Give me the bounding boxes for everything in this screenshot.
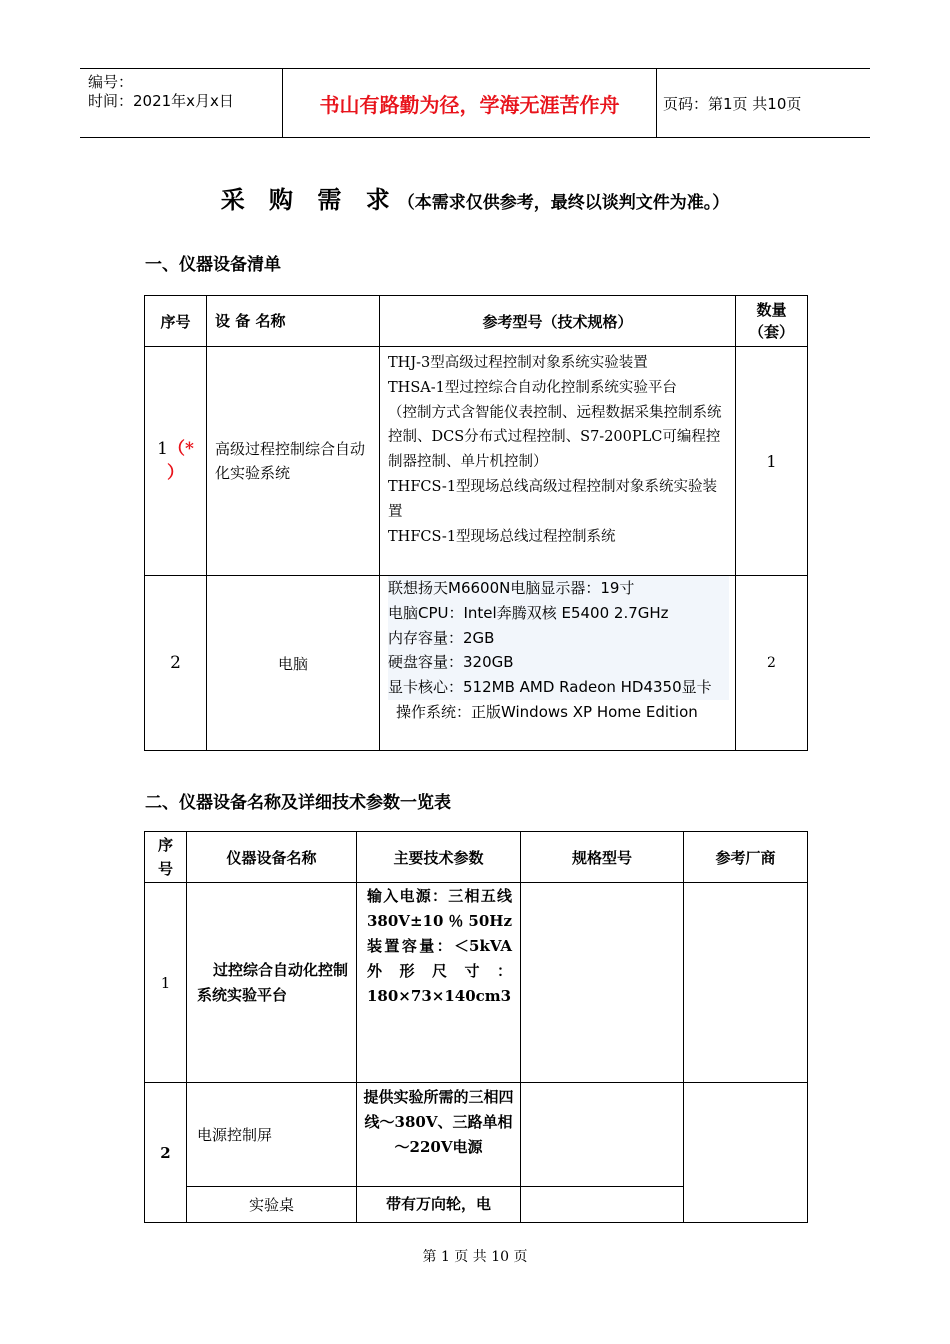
row1-spec bbox=[380, 347, 736, 576]
row2-spec bbox=[380, 576, 736, 751]
header-name: 设 备 名称 bbox=[207, 296, 380, 347]
header-qty-line1: 数量 bbox=[756, 301, 787, 319]
row2-name: 电脑 bbox=[207, 576, 380, 751]
section1-heading: 一、仪器设备清单 bbox=[145, 255, 281, 275]
row3-params: 带有万向轮，电 bbox=[357, 1187, 521, 1223]
row1-name: 过控综合自动化控制系统实验平台 bbox=[187, 883, 357, 1083]
table-header-row bbox=[145, 832, 808, 883]
spec-shaded-block bbox=[388, 576, 729, 700]
equipment-list-table bbox=[144, 295, 808, 751]
document-header bbox=[80, 68, 870, 138]
header-meta bbox=[80, 69, 282, 137]
spec-line: 硬盘容量：320GB bbox=[388, 653, 514, 672]
page-title bbox=[0, 180, 950, 215]
header-name: 仪器设备名称 bbox=[187, 832, 357, 883]
page-footer: 第 1 页 共 10 页 bbox=[422, 1249, 528, 1265]
spec-line: THJ-3型高级过程控制对象系统实验装置 bbox=[388, 355, 648, 371]
header-seq: 序号 bbox=[145, 296, 207, 347]
technical-parameters-table bbox=[144, 831, 808, 1223]
table-row bbox=[145, 576, 808, 751]
spec-line: 内存容量：2GB bbox=[388, 628, 495, 647]
spec-line: THFCS-1型现场总线高级过程控制对象系统实验装置 bbox=[388, 478, 718, 520]
row1-params: 输入电源：三相五线 380V±10％50Hz 装置容量：＜5kVA 外形尺寸：180×73×140cm3 bbox=[357, 883, 521, 1083]
spec-os-line: 操作系统：正版Windows XP Home Edition bbox=[396, 702, 698, 721]
row2-name: 电源控制屏 bbox=[187, 1083, 357, 1187]
title-note: （本需求仅供参考，最终以谈判文件为准。） bbox=[397, 193, 730, 213]
table-row bbox=[145, 1083, 808, 1187]
spec-line: 显卡核心：512MB AMD Radeon HD4350显卡 bbox=[388, 678, 712, 697]
row1-required-mark: （* bbox=[167, 439, 194, 459]
spec-line: 联想扬天M6600N电脑显示器：19寸 bbox=[388, 579, 635, 597]
row3-name: 实验桌 bbox=[187, 1187, 357, 1223]
header-qty-line2: （套） bbox=[748, 323, 794, 341]
row3-model bbox=[521, 1187, 684, 1223]
row1-seq: 1 bbox=[145, 883, 187, 1083]
spec-line: THSA-1型过控综合自动化控制系统实验平台 bbox=[388, 379, 677, 396]
section2-heading: 二、仪器设备名称及详细技术参数一览表 bbox=[145, 793, 451, 813]
row1-seq-number: 1 bbox=[157, 439, 168, 459]
row2-qty: 2 bbox=[736, 576, 808, 751]
spec-line: 电脑CPU：Intel奔腾双核 E5400 2.7GHz bbox=[388, 603, 669, 622]
header-qty bbox=[736, 296, 808, 347]
row2-seq: 2 bbox=[145, 576, 207, 751]
document-number-label: 编号： bbox=[88, 73, 134, 91]
table-row bbox=[145, 883, 808, 1083]
header-spec: 参考型号（技术规格） bbox=[380, 296, 736, 347]
spec-line: （控制方式含智能仪表控制、远程数据采集控制系统控制、DCS分布式过程控制、S7-200PLC可编程控制器控制、单片机控制） bbox=[388, 404, 722, 471]
header-motto: 书山有路勤为径，学海无涯苦作舟 bbox=[282, 69, 657, 137]
row1-maker bbox=[684, 883, 808, 1083]
row1-name: 高级过程控制综合自动化实验系统 bbox=[207, 347, 380, 576]
table-header-row bbox=[145, 296, 808, 347]
row1-qty: 1 bbox=[736, 347, 808, 576]
row1-seq bbox=[145, 347, 207, 576]
table-row bbox=[145, 347, 808, 576]
header-seq: 序号 bbox=[145, 832, 187, 883]
header-page-label: 页码：第1页 共10页 bbox=[663, 94, 802, 113]
spec-line: THFCS-1型现场总线过程控制系统 bbox=[388, 528, 616, 545]
header-params: 主要技术参数 bbox=[357, 832, 521, 883]
row2-model bbox=[521, 1083, 684, 1187]
row1-required-mark-close: ） bbox=[167, 463, 184, 483]
row2-maker bbox=[684, 1083, 808, 1223]
document-time-label: 时间：2021年x月x日 bbox=[88, 92, 234, 110]
row2-seq: 2 bbox=[145, 1083, 187, 1223]
header-maker: 参考厂商 bbox=[684, 832, 808, 883]
row2-params: 提供实验所需的三相四线～380V、三路单相～220V电源 bbox=[357, 1083, 521, 1187]
header-model: 规格型号 bbox=[521, 832, 684, 883]
row1-model bbox=[521, 883, 684, 1083]
title-main: 采 购 需 求 bbox=[220, 186, 398, 214]
